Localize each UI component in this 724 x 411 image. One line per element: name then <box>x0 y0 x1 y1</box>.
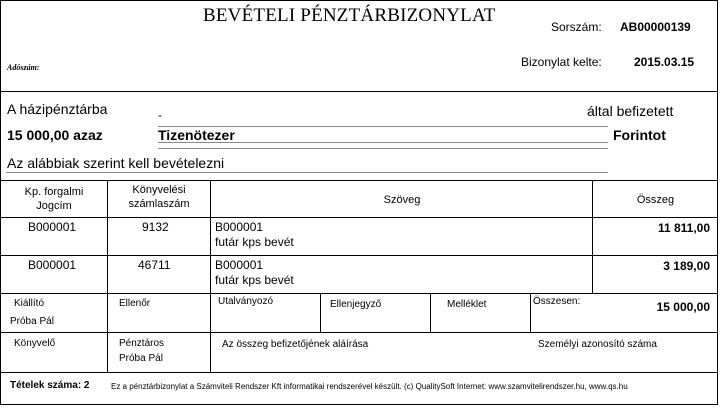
row-szoveg-line2: futár kps bevét <box>215 235 294 249</box>
header-divider <box>0 91 718 92</box>
table-col-line-3 <box>592 180 593 293</box>
header-szamla: Könyvelési számlaszám <box>128 184 190 210</box>
serial-value: AB00000139 <box>620 20 691 34</box>
footer-line <box>0 372 718 373</box>
issuer-name: Próba Pál <box>10 316 54 327</box>
issuer-label: Kiállító <box>14 298 45 309</box>
total-label: Összesen: <box>533 296 581 307</box>
payer-value: - <box>158 108 162 122</box>
countersigner-label: Ellenjegyző <box>330 299 382 310</box>
left-border <box>0 0 1 405</box>
collect-as-follows-label: Az alábbiak szerint kell bevételezni <box>7 155 225 171</box>
amount-value: 15 000,00 azaz <box>7 127 103 143</box>
authorizer-label: Utalványozó <box>218 296 274 307</box>
header-szoveg: Szöveg <box>383 194 421 206</box>
row-szoveg-line1: B000001 <box>215 220 264 234</box>
cashier-label: Pénztáros <box>119 338 165 349</box>
row-osszeg: 11 811,00 <box>657 221 710 235</box>
serial-label: Sorszám: <box>551 20 602 34</box>
line3-underline <box>6 172 608 173</box>
row-osszeg: 3 189,00 <box>663 259 710 273</box>
document-title: BEVÉTELI PÉNZTÁRBIZONYLAT <box>203 5 496 26</box>
cashier-name: Próba Pál <box>119 353 163 364</box>
payer-signature-label: Az összeg befizetőjének aláírása <box>222 339 369 350</box>
personal-id-label: Személyi azonosító száma <box>538 339 657 350</box>
date-value: 2015.03.15 <box>634 55 695 69</box>
amount-words-underline-2 <box>158 148 608 149</box>
sig-col-line-2 <box>430 293 431 332</box>
row-jogcim: B000001 <box>28 258 77 272</box>
row-szamla: 46711 <box>138 258 171 272</box>
row-szoveg-line2: futár kps bevét <box>215 273 294 287</box>
tax-id-label: Adószám: <box>7 63 40 72</box>
row-szamla: 9132 <box>142 220 169 234</box>
bottom-border <box>0 404 718 405</box>
amount-words: Tizenötezer <box>158 127 235 143</box>
disclaimer-text: Ez a pénztárbizonylat a Számviteli Rendszer Kft informatikai rendszerével készült. (c) QualitySoft Internet: www.szamvitelirendszer.hu, www.qs.hu <box>111 382 628 391</box>
header-osszeg: Összeg <box>636 194 675 206</box>
header-jogcim: Kp. forgalmi Jogcím <box>24 186 84 212</box>
top-border <box>0 0 718 1</box>
sig-col-line-3 <box>530 293 531 332</box>
currency-label: Forintot <box>613 127 666 143</box>
controller-label: Ellenőr <box>119 298 151 309</box>
total-value: 15 000,00 <box>656 300 710 314</box>
accountant-label: Könyvelő <box>14 338 56 349</box>
cashbox-label: A házipénztárba <box>7 101 108 117</box>
sig-col-line-1 <box>320 293 321 332</box>
right-border <box>717 0 718 405</box>
paid-by-label: által befizetett <box>587 103 674 119</box>
attachment-label: Melléklet <box>447 299 487 310</box>
table-col-line-2 <box>210 180 211 372</box>
date-label: Bizonylat kelte: <box>521 55 602 69</box>
item-count-label: Tételek száma: 2 <box>10 380 90 391</box>
row-jogcim: B000001 <box>28 220 77 234</box>
row-szoveg-line1: B000001 <box>215 258 264 272</box>
